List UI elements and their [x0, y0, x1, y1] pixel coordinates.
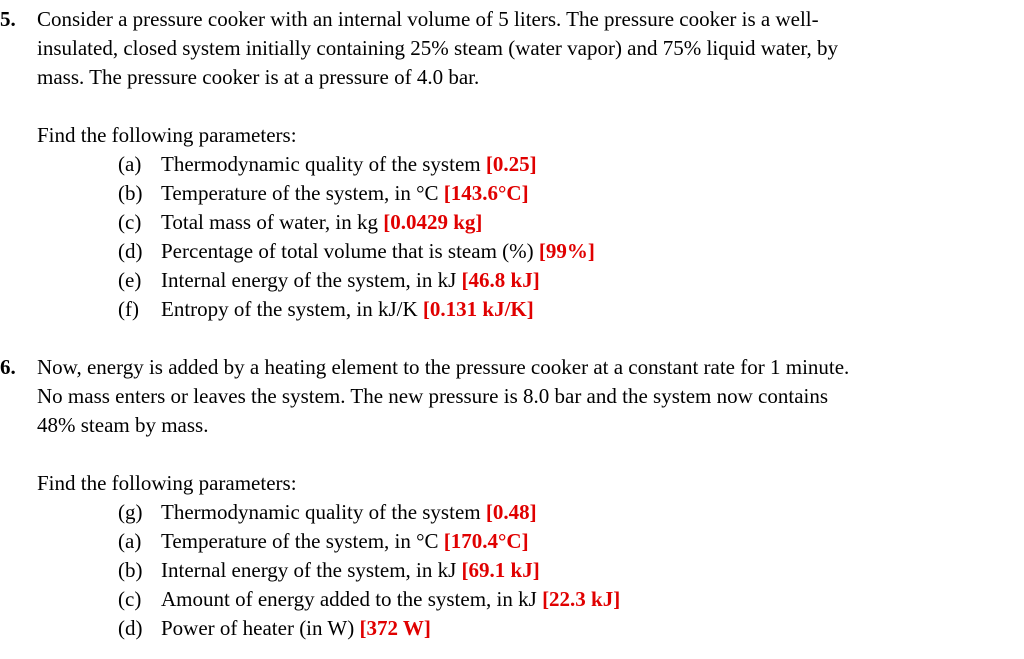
item-text: Internal energy of the system, in kJ	[161, 558, 457, 582]
find-label: Find the following parameters:	[37, 471, 297, 495]
item-answer: [99%]	[538, 239, 595, 263]
parameter-item	[118, 179, 595, 208]
item-text: Power of heater (in W)	[161, 616, 355, 640]
parameter-item	[118, 498, 620, 527]
item-answer: [372 W]	[359, 616, 431, 640]
item-text: Percentage of total volume that is steam (%)	[161, 239, 534, 263]
parameter-list	[118, 498, 620, 643]
item-text: Internal energy of the system, in kJ	[161, 268, 457, 292]
parameter-item	[118, 266, 595, 295]
item-answer: [46.8 kJ]	[461, 268, 540, 292]
item-text: Thermodynamic quality of the system	[161, 152, 481, 176]
item-letter: (c)	[118, 210, 142, 234]
item-answer: [22.3 kJ]	[542, 587, 621, 611]
item-text: Entropy of the system, in kJ/K	[161, 297, 418, 321]
find-label: Find the following parameters:	[37, 123, 297, 147]
parameter-item	[118, 527, 620, 556]
item-answer: [0.25]	[485, 152, 537, 176]
parameter-item	[118, 295, 595, 324]
parameter-item	[118, 208, 595, 237]
statement-line: 48% steam by mass.	[37, 413, 209, 437]
parameter-item	[118, 150, 595, 179]
statement-line: insulated, closed system initially containing 25% steam (water vapor) and 75% liquid water, by	[37, 36, 839, 60]
item-text: Amount of energy added to the system, in kJ	[161, 587, 537, 611]
problem-statement	[37, 5, 1017, 92]
problem-statement	[37, 353, 1017, 440]
statement-line: mass. The pressure cooker is at a pressure of 4.0 bar.	[37, 65, 480, 89]
item-letter: (e)	[118, 268, 142, 292]
parameter-list	[118, 150, 595, 324]
parameter-item	[118, 237, 595, 266]
item-letter: (b)	[118, 181, 143, 205]
problem-number: 6.	[0, 355, 16, 379]
item-answer: [170.4°C]	[443, 529, 529, 553]
item-text: Temperature of the system, in °C	[161, 529, 439, 553]
statement-line: No mass enters or leaves the system. The new pressure is 8.0 bar and the system now contains	[37, 384, 829, 408]
statement-line: Consider a pressure cooker with an internal volume of 5 liters. The pressure cooker is a well-	[37, 7, 819, 31]
item-text: Total mass of water, in kg	[161, 210, 378, 234]
problem-number: 5.	[0, 7, 16, 31]
item-letter: (a)	[118, 529, 142, 553]
item-letter: (d)	[118, 239, 143, 263]
item-answer: [69.1 kJ]	[461, 558, 540, 582]
item-letter: (g)	[118, 500, 143, 524]
item-answer: [0.48]	[485, 500, 537, 524]
statement-line: Now, energy is added by a heating element to the pressure cooker at a constant rate for 1 minute.	[37, 355, 850, 379]
parameter-item	[118, 585, 620, 614]
item-letter: (d)	[118, 616, 143, 640]
item-letter: (f)	[118, 297, 139, 321]
parameter-item	[118, 614, 620, 643]
item-answer: [143.6°C]	[443, 181, 529, 205]
item-letter: (c)	[118, 587, 142, 611]
item-letter: (a)	[118, 152, 142, 176]
item-text: Temperature of the system, in °C	[161, 181, 439, 205]
item-answer: [0.0429 kg]	[383, 210, 483, 234]
item-answer: [0.131 kJ/K]	[422, 297, 534, 321]
parameter-item	[118, 556, 620, 585]
item-text: Thermodynamic quality of the system	[161, 500, 481, 524]
item-letter: (b)	[118, 558, 143, 582]
